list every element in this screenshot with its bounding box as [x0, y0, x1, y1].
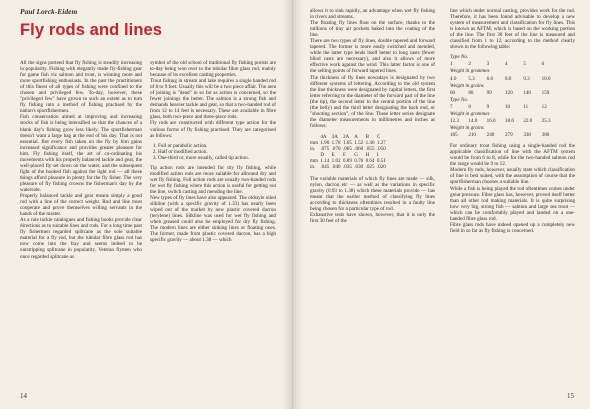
table-cell: 8.0 — [504, 75, 512, 82]
table-cell: 3 — [486, 61, 490, 68]
table-cell: 80 — [468, 89, 474, 96]
paragraph: Properly balanced tackle and gear means simply a good rod with a line of the correct weight. Rod and line must cooperate and prove themselves willing servants in the hands of the master. — [20, 193, 142, 218]
table-cell: 0.89 — [342, 158, 352, 165]
left-column-1 — [20, 60, 142, 260]
line-letter-table — [310, 134, 388, 171]
table-cell: mm — [310, 158, 318, 165]
table-cell: 4 — [504, 61, 508, 68]
table-cell: C — [376, 133, 381, 140]
author-name: Paul Lorck-Eidem — [20, 7, 78, 16]
table-cell: .025 — [365, 164, 375, 171]
left-column-2 — [150, 60, 276, 243]
table-cell: 5.3 — [468, 75, 475, 82]
table-cell: 1.65 — [342, 140, 352, 147]
table-cell: 6 — [541, 61, 545, 68]
table-cell: 9 — [486, 103, 490, 110]
table-cell: 7 — [450, 103, 453, 110]
right-page — [293, 0, 590, 409]
paragraph: Fly rods are constructed with different type action for the various forms of fly fishing practised. They are categorised as follows: — [150, 120, 276, 139]
table-cell: 1.90 — [320, 140, 330, 147]
paragraph: For ordinary trout fishing using a single-handed rod the applicable classification of line with the AFTM system would be from 6 to 8, while for the two-handed salmon rod the range would be 9 to 12. — [450, 143, 575, 168]
table-cell: 279 — [504, 132, 513, 139]
paragraph: Fish conservation aimed at improving and increasing stocks of fish is being intensified so that the chances of a blank day's fishing grow less likely. The sportfisherman doesn't want a large bag at the end of his day. That is not essential. But every fish taken on the fly by him gains increased significance and provides greater pleasure for him. Fly fishing itself, the art of co-ordinating his movements with his properly balanced tackle and gear, the well-placed fly set down on the water, and the subsequent fight of the hooked fish against the light rod — all these things afford pleasure in plenty for the fly fisher. The very pleasure of fly fishing crowns the fisherman's day by the waterside. — [20, 114, 142, 193]
table-cell: 2 — [468, 61, 471, 68]
paragraph: Fibre glass rods have indeed opened up a completely new field in so far as fly fishing is concerned. — [450, 221, 575, 234]
table-row — [450, 132, 560, 138]
table-cell: 1.78 — [331, 140, 341, 147]
paragraph: There are two types of fly lines, double tapered and forward tapered. The former is more easily switched and mended, while the latter type lends itself better to long casts (fewer blind casts are necessary), and also it allows of more effective work against the wind. This latter factor is one of the selling points of forward tapered lines. — [310, 38, 435, 75]
table-cell: 1.27 — [376, 140, 386, 147]
table-label: Weight in grains — [450, 125, 484, 132]
table-cell: 8 — [468, 103, 471, 110]
table-cell: 330 — [523, 132, 531, 139]
list-item: 2. Half or modified action. — [158, 149, 276, 155]
table-cell: 0.76 — [354, 158, 364, 165]
table-cell: 1.52 — [354, 140, 364, 147]
table-cell: 210 — [468, 132, 476, 139]
table-cell: .050 — [376, 146, 386, 153]
table-cell: 1.02 — [331, 158, 341, 165]
table-cell: A — [354, 133, 358, 140]
table-cell: 5 — [523, 61, 526, 68]
table-cell: 1 — [450, 61, 453, 68]
paragraph: The thickness of fly lines nowadays is designated by two different systems of lettering. According to the old system the line thickness were designated by capital letters, the first letter referring to the diameter of the forward part of the line (the tip), the second letter to the central portion of the line (the belly) and the third letter designating the back end, or "shooting section", of the line. These letter series designate the diameter measurements in millimetres and inches as follows: — [310, 74, 435, 129]
page-number: 15 — [567, 392, 574, 400]
table-cell: mm — [310, 140, 318, 147]
right-column-2 — [450, 8, 575, 234]
page-number: 14 — [20, 392, 27, 400]
table-cell: F — [342, 152, 346, 159]
paragraph: line which under normal casting, provides work for the rod. Therefore, it has been found advisable to develop a new system of measurement and classification for fly lines. This is known as AFTM, which is based on the working portion of the line. The first 30 feet of the line is measured and classified from 1 to 12, according to the method clearly shown in the following table: — [450, 8, 575, 51]
table-cell: 18.6 — [504, 117, 514, 124]
paragraph: New types of fly lines have also appeared. The oldstyle oiled silkline (with a specific gravity of 1.33) has nearly been wiped out of the market by new plastic covered dacron (terylene) lines. Silkline was used for wet fly fishing and when greased could also be employed for dry fly fishing. The modern lines are either sinking lines or floating ones. The former, made from plastic covered dacron, has a high specific gravity — about 1.38 — which — [150, 194, 276, 244]
table-cell: 12.3 — [450, 117, 459, 124]
gutter-shadow — [293, 0, 303, 409]
table-cell: 4A — [320, 133, 327, 140]
table-cell: 4.0 — [450, 75, 457, 82]
table-cell: 12 — [541, 103, 547, 110]
table-cell: E — [331, 152, 335, 159]
table-cell: 6.6 — [486, 75, 494, 82]
table-row — [310, 164, 388, 170]
table-cell: 1.40 — [365, 140, 375, 147]
table-row — [450, 104, 560, 110]
paragraph: As a rule tackle catalogues and fishing books provide clear directions as to suitable lines and rods. For a long time past fly fishermen regarded splitcane as the sole suitable material for a fly rod, but the tubular fibre glass rod has now come into the fray and seems indeed to be outstripping splitcane in popularity. Veteran flymen who once regarded splitcane as — [20, 217, 142, 260]
table-label: Weight in grains — [450, 82, 484, 89]
aftm-table — [450, 54, 575, 138]
table-cell: .075 — [320, 146, 330, 153]
table-cell: 99 — [486, 89, 492, 96]
table-cell: 380 — [541, 132, 550, 139]
table-cell: .070 — [331, 146, 341, 153]
table-cell: 22.0 — [523, 117, 533, 124]
table-cell: 2A — [342, 133, 350, 140]
paragraph: Trout fishing in stream and lake requires a single handed rod of 8 to 9 feet. Usually this will be a two piece affair. The area of joining is "dead" in so far as action is concerned, so the fewer joinings the better. The salmon is a strong fish and demands heavier tackle and gear, so that a two-handed rod of from 12 to 14 feet is necessary. These are available in fibre glass, both two-piece and three-piece rods. — [150, 78, 276, 121]
table-cell: 10.6 — [541, 75, 551, 82]
left-page — [0, 0, 293, 409]
list-item: 3. One-third or, more usually, called tip action. — [158, 155, 276, 161]
gutter-shadow — [282, 0, 292, 409]
table-cell: in. — [310, 164, 316, 171]
table-label: Weight in grammes — [450, 110, 490, 117]
table-row — [450, 90, 560, 96]
table-cell: in. — [310, 146, 316, 153]
table-cell: 0.64 — [365, 158, 375, 165]
table-cell: 16.0 — [486, 117, 496, 124]
table-cell: 240 — [486, 132, 495, 139]
table-label: Type No. — [450, 54, 469, 61]
table-cell: .030 — [354, 164, 364, 171]
table-cell: H — [365, 152, 370, 159]
table-cell: 9.3 — [523, 75, 530, 82]
table-cell: .055 — [365, 146, 375, 153]
paragraph: While a fish is being played the rod oftentimes comes under great pressure. Fibre glass has, however, proved itself better than all other rod making materials. It is quite surprising how very big, strong fish — salmon and large sea trout — which can be comfortably played and landed on a one-handed fibre glass rod. — [450, 185, 575, 222]
table-row — [450, 61, 560, 67]
table-cell: .040 — [331, 164, 341, 171]
paragraph: All the signs portend that fly fishing is steadily increasing in popularity. Fishing with elegantly made fly-fishing gear for game fish viz salmon and trout, is winning more and more sportfishing enthusiasts. In the past the practitioners of this finest of all types of fishing were confined to the chosen and privileged few. To-day, however, these "privileged few" have grown to such an extent as to turn fly fishing into a method of fishing practised by the nation's sportfishermen. — [20, 60, 142, 115]
table-cell: 10 — [504, 103, 511, 110]
table-cell: 140 — [523, 89, 531, 96]
table-cell: .020 — [376, 164, 386, 171]
table-cell: .045 — [320, 164, 330, 171]
table-row — [450, 76, 560, 82]
table-cell: .065 — [342, 146, 352, 153]
table-cell: 60 — [450, 89, 456, 96]
table-cell: 11 — [523, 103, 529, 110]
table-cell: I — [376, 152, 379, 159]
table-cell: D — [320, 152, 325, 159]
paragraph: Exhaustive tests have shown, however, that it is only the first 30 feet of the — [310, 211, 435, 224]
table-row — [450, 118, 560, 124]
table-cell: 120 — [504, 89, 513, 96]
table-cell: 185 — [450, 132, 458, 139]
paragraph: Tip action rods are intended for dry fly fishing, while modified action rods are more suitable for allround dry and wet fly fishing. Full action rods are usually two-handed rods for wet fly fishing where this action is useful for getting out the line, switch casting and mending the line. — [150, 164, 276, 195]
table-label: Weight in grammes — [450, 68, 490, 75]
rod-action-list — [150, 143, 276, 161]
right-column-1 — [310, 8, 435, 224]
paragraph: The floating fly lines float on the surface, thanks to the millions of tiny air pockets baked into the coating of the line. — [310, 20, 435, 39]
article-title: Fly rods and lines — [20, 21, 163, 39]
table-label: Type No. — [450, 96, 469, 103]
table-cell: 3A — [331, 133, 338, 140]
table-cell: .060 — [354, 146, 364, 153]
paragraph: Modern fly rods, however, usually state which classification of line is best suited, with the assumption of course that the sportfisherman chooses a suitable line. — [450, 167, 575, 186]
paragraph: symbol of the old school of traditional fly fishing purists are to-day being won over to the tubular fibre glass rod, mainly because of its excellent casting properties. — [150, 60, 276, 79]
paragraph: The variable materials of which fly lines are made — silk, nylon, dacron etc — as well as the variations in specific gravity (0.93 to 1.38) which these materials provide — has meant that the earlier method of classifying fly lines according to thickness oftentimes resulted in a faulty line being chosen for a particular type of rod. — [310, 175, 435, 212]
table-cell: G — [354, 152, 358, 159]
table-cell: 1.14 — [320, 158, 330, 165]
table-cell: B — [365, 133, 369, 140]
table-cell: 159 — [541, 89, 550, 96]
table-cell: .035 — [342, 164, 352, 171]
paragraph: allows it to sink rapidly, an advantage when wet fly fishing in rivers and streams. — [310, 8, 435, 21]
table-cell: 14.0 — [468, 117, 478, 124]
table-cell: 0.51 — [376, 158, 386, 165]
table-cell: 25.3 — [541, 117, 551, 124]
list-item: 1. Full or parabolic action. — [158, 143, 276, 149]
